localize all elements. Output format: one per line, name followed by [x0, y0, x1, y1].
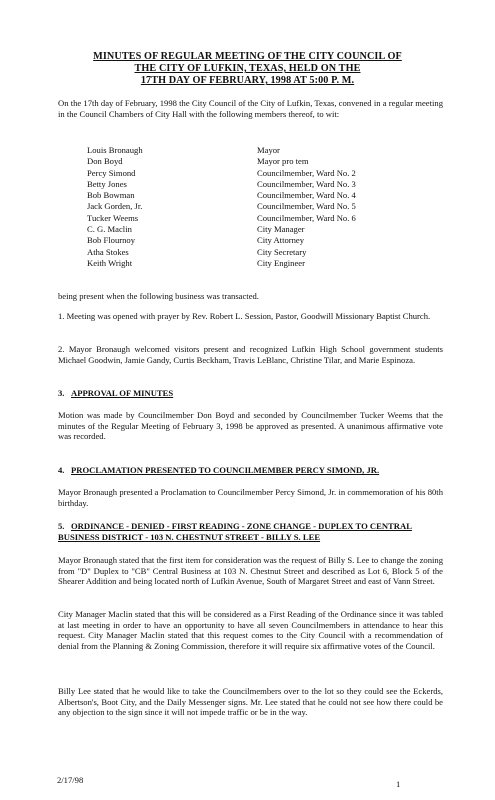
footer-date: 2/17/98 [57, 775, 84, 785]
member-row [87, 179, 407, 190]
item-5-paragraph-1: Mayor Bronaugh stated that the first item for consideration was the request of Billy S. Lee to change the zoning from "D" Duplex to "CB" Central Business at 103 N. Chestnut Street and described as Lot 6, Block 5 of the Shearer Addition and being located north of Lufkin Avenue, South of Margaret Street and east of Vann Street. [58, 555, 443, 587]
member-office: Councilmember, Ward No. 6 [257, 212, 356, 223]
members-roster [87, 145, 407, 269]
member-office: Councilmember, Ward No. 4 [257, 190, 356, 201]
member-office: Councilmember, Ward No. 3 [257, 178, 356, 189]
item-2-visitors: 2. Mayor Bronaugh welcomed visitors present and recognized Lufkin High School government students Michael Goodwin, Jamie Gandy, Curtis Beckham, Travis LeBlanc, Christine Tilar, and Marie Espinoza. [58, 344, 443, 365]
member-office: City Attorney [257, 235, 305, 246]
item-3-title: APPROVAL OF MINUTES [71, 388, 174, 398]
member-name: Bob Bowman [87, 190, 135, 201]
member-name: Bob Flournoy [87, 235, 135, 246]
item-4-heading [58, 465, 443, 476]
item-5-paragraph-3: Billy Lee stated that he would like to take the Councilmembers over to the lot so they could see the Eckerds, Albertson's, Boot City, and the Daily Messenger signs. Mr. Lee stated that he could not see how there could be any objection to the sign since it will not impede traffic or be in the way. [58, 686, 443, 718]
title-line-2: THE CITY OF LUFKIN, TEXAS, HELD ON THE [134, 63, 361, 74]
member-office: City Engineer [257, 257, 305, 268]
member-row [87, 247, 407, 258]
item-3-number: 3. [58, 388, 65, 398]
member-name: Louis Bronaugh [87, 145, 143, 155]
member-row [87, 258, 407, 269]
member-row [87, 235, 407, 246]
member-name: Jack Gorden, Jr. [87, 201, 143, 212]
item-4-number: 4. [58, 465, 65, 475]
item-1-prayer: 1. Meeting was opened with prayer by Rev. Robert L. Session, Pastor, Goodwill Missionary Baptist Church. [58, 311, 431, 321]
intro-paragraph: On the 17th day of February, 1998 the City Council of the City of Lufkin, Texas, convened in a regular meeting in the Council Chambers of City Hall with the following members thereof, to wit: [58, 98, 443, 119]
minutes-title [60, 51, 435, 87]
item-5-heading [58, 521, 443, 542]
item-4-title: PROCLAMATION PRESENTED TO COUNCILMEMBER PERCY SIMOND, JR. [71, 465, 380, 475]
member-office: City Secretary [257, 246, 307, 257]
item-4-body: Mayor Bronaugh presented a Proclamation to Councilmember Percy Simond, Jr. in commemoration of his 80th birthday. [58, 487, 443, 508]
page-number: 1 [396, 779, 401, 789]
member-office: Mayor pro tem [257, 156, 309, 167]
member-name: Keith Wright [87, 257, 133, 268]
member-name: Betty Jones [87, 178, 127, 189]
member-name: Percy Simond [87, 167, 136, 178]
member-row [87, 224, 407, 235]
member-name: C. G. Maclin [87, 224, 132, 235]
member-office: Mayor [257, 145, 280, 155]
member-row [87, 201, 407, 212]
member-office: Councilmember, Ward No. 2 [257, 167, 356, 178]
present-line: being present when the following business was transacted. [58, 291, 259, 301]
member-name: Don Boyd [87, 156, 123, 167]
member-row [87, 156, 407, 167]
member-office: City Manager [257, 224, 305, 235]
member-row [87, 213, 407, 224]
member-row [87, 190, 407, 201]
member-name: Atha Stokes [87, 246, 129, 257]
item-5-title: ORDINANCE - DENIED - FIRST READING - ZONE CHANGE - DUPLEX TO CENTRAL BUSINESS DISTRICT - 103 N. CHESTNUT STREET - BILLY S. LEE [58, 521, 412, 542]
member-office: Councilmember, Ward No. 5 [257, 201, 356, 212]
title-line-3: 17TH DAY OF FEBRUARY, 1998 AT 5:00 P. M. [140, 75, 355, 86]
title-line-1: MINUTES OF REGULAR MEETING OF THE CITY COUNCIL OF [93, 51, 402, 62]
item-5-number: 5. [58, 521, 65, 531]
member-row [87, 145, 407, 156]
item-3-heading [58, 388, 443, 399]
item-5-paragraph-2: City Manager Maclin stated that this will be considered as a First Reading of the Ordinance since it was tabled at last meeting in order to have an opportunity to have all seven Councilmembers in attendance to hear this request. City Manager Maclin stated that this request comes to the City Council with a recommendation of denial from the Planning & Zoning Commission, therefore it will require six affirmative votes of the Council. [58, 609, 443, 651]
member-row [87, 168, 407, 179]
member-name: Tucker Weems [87, 212, 139, 223]
item-3-body: Motion was made by Councilmember Don Boyd and seconded by Councilmember Tucker Weems that the minutes of the Regular Meeting of February 3, 1998 be approved as presented. A unanimous affirmative vote was recorded. [58, 410, 443, 442]
